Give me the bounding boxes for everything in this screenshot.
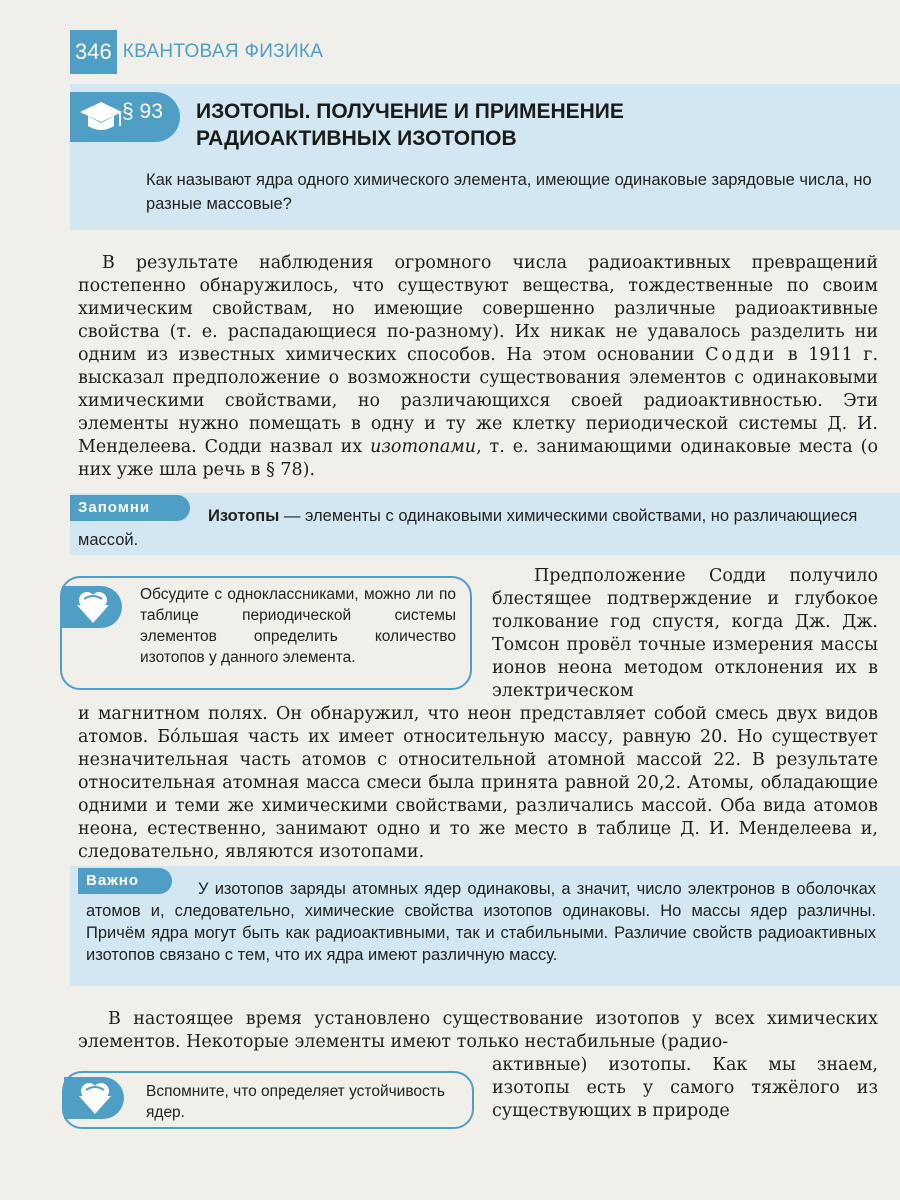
- p1-term-isotopes: изотопами: [370, 437, 477, 457]
- p1-name-soddy: Содди: [705, 345, 778, 365]
- body-paragraph-2-top: Предположение Содди получило блестящее подтверждение и глубокое толкование год спустя, когда Дж. Дж. Томсон провёл точные измерения массы ионов неона методом отклонения их в электрическом: [492, 566, 878, 701]
- recall-badge: [64, 1077, 124, 1119]
- paragraph-number: § 93: [122, 100, 163, 123]
- p1-text-c: , т. е. занимающими одинаковые места (о них уже шла речь в § 78).: [78, 437, 878, 480]
- recall-box: [62, 1071, 474, 1129]
- important-tag: Важно: [78, 868, 172, 894]
- recall-text: Вспомните, что определяет устойчивость ядер.: [146, 1083, 445, 1121]
- body-paragraph-1: [78, 252, 878, 482]
- body-paragraph-3-rest: активные) изотопы. Как мы знаем, изотопы есть у самого тяжёлого из существующих в природе: [492, 1055, 878, 1121]
- discussion-hands-icon: [76, 1080, 114, 1116]
- remember-term: Изотопы: [208, 507, 280, 525]
- graduation-cap-icon: [78, 98, 124, 136]
- remember-definition: [78, 504, 868, 552]
- remember-tag: Запомни: [70, 495, 190, 521]
- running-header: [70, 30, 323, 74]
- p1-text-b: в 1911 г. высказал предположение о возможности существования элементов с одинаковыми химическими свойствами, но различающихся своей радиоактивностью. Эти элементы нужно помещать в одну и ту же клетку периодической системы Д. И. Менделеева. Содди назвал их: [78, 345, 879, 457]
- discussion-badge: [62, 586, 122, 628]
- paragraph-title-line1: ИЗОТОПЫ. ПОЛУЧЕНИЕ И ПРИМЕНЕНИЕ: [196, 100, 624, 123]
- body-paragraph-2-rest: и магнитном полях. Он обнаружил, что неон представляет собой смесь двух видов атомов. Бо́льшая часть их имеет относительную массу, равную 20. Но существует незначительная часть атомов с относительной атомной массой 22. В результате относительная атомная масса смеси была принята равной 20,2. Атомы, обладающие одними и теми же химическими свойствами, различались массой. Оба вида атомов неона, естественно, занимают одно и то же место в таблице Д. И. Менделеева и, следовательно, являются изотопами.: [78, 704, 878, 862]
- paragraph-title-line2: РАДИОАКТИВНЫХ ИЗОТОПОВ: [196, 127, 517, 150]
- discussion-text: Обсудите с одноклассниками, можно ли по таблице периодической системы элементов определить количество изотопов у данного элемента.: [140, 586, 456, 666]
- p1-text-a: В результате наблюдения огромного числа радиоактивных превращений постепенно обнаружилось, что существуют вещества, тождественные по своим химическим свойствам, но имеющие совершенно различные радиоактивные свойства (т. е. распадающиеся по-разному). Их никак не удавалось разделить ни одним из известных химических способов. На этом основании: [78, 253, 878, 365]
- intro-question: Как называют ядра одного химического элемента, имеющие одинаковые зарядовые числа, но разные массовые?: [146, 171, 872, 213]
- important-text: У изотопов заряды атомных ядер одинаковы, а значит, число электронов в оболочках атомов и, следовательно, химические свойства изотопов одинаковы. Но массы ядер различны. Причём ядра могут быть как радиоактивными, так и стабильными. Различие свойств радиоактивных изотопов связано с тем, что их ядра имеют различную массу.: [86, 880, 876, 964]
- page-number: 346: [70, 30, 117, 74]
- discussion-hands-icon: [74, 589, 112, 625]
- remember-definition-text: — элементы с одинаковыми химическими свойствами, но различающиеся массой.: [78, 507, 858, 549]
- paragraph-title: [196, 98, 816, 152]
- body-paragraph-3: В настоящее время установлено существование изотопов у всех химических элементов. Некоторые элементы имеют только нестабильные (радио-: [78, 1009, 878, 1052]
- section-name: КВАНТОВАЯ ФИЗИКА: [122, 41, 324, 62]
- discussion-box: [60, 576, 472, 690]
